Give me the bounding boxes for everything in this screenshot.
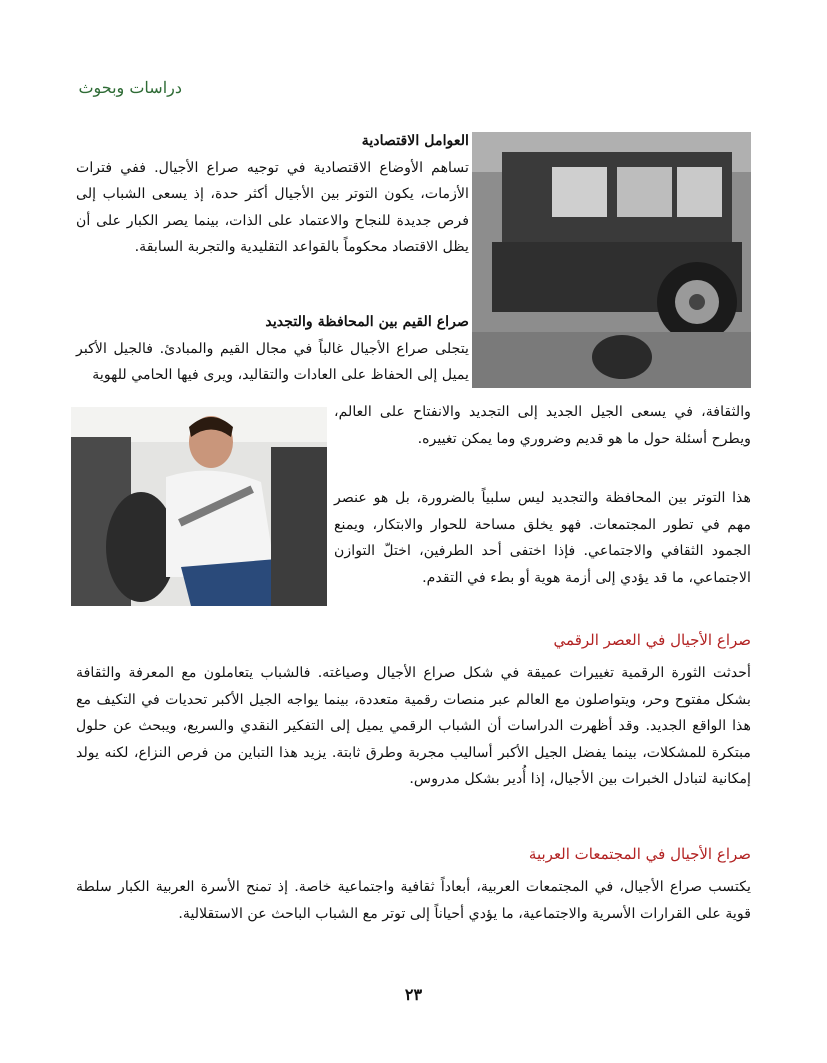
- section-body-arab: يكتسب صراع الأجيال، في المجتمعات العربية، أبعاداً ثقافية واجتماعية خاصة. إذ تمنح الأسرة العربية الكبار سلطة قوية على القرارات الأسرية والاجتماعية، ما يؤدي أحياناً إلى توتر مع الشباب الباحث عن الاستقلالية.: [76, 879, 751, 922]
- section-body-part1: يتجلى صراع الأجيال غالباً في مجال القيم والمبادئ. فالجيل الأكبر يميل إلى الحفاظ على العادات والتقاليد، ويرى فيها الحامي للهوية: [76, 340, 469, 383]
- section-body-digital: أحدثت الثورة الرقمية تغييرات عميقة في شكل صراع الأجيال وصياغته. فالشباب يتعاملون مع المعرفة والثقافة بشكل مفتوح وحر، ويتواصلون مع العالم عبر منصات رقمية متعددة، بينما يواجه الجيل الأكبر تحديات في التكيف مع هذا الواقع الجديد. وقد أظهرت الدراسات أن الشباب الرقمي يميل إلى التفكير النقدي والسريع، ويبحث عن حلول مبتكرة للمشكلات، بينما يفضل الجيل الأكبر أساليب مجربة وطرق ثابتة. يزيد هذا التباين من فرص النزاع، لكنه يولد إمكانية لتبادل الخبرات بين الأجيال، إذا أُدير بشكل مدروس.: [76, 665, 751, 787]
- vintage-car-photo: [472, 132, 751, 388]
- section-values-continued: [334, 399, 751, 452]
- section-heading: العوامل الاقتصادية: [361, 133, 469, 149]
- section-economic: [76, 128, 469, 261]
- section-heading-digital: صراع الأجيال في العصر الرقمي: [553, 631, 751, 649]
- section-body-part2: والثقافة، في يسعى الجيل الجديد إلى التجديد والانفتاح على العالم، ويطرح أسئلة حول ما هو قديم وضروري وما يمكن تغييره.: [334, 404, 751, 447]
- section-body-part3: هذا التوتر بين المحافظة والتجديد ليس سلبياً بالضرورة، بل هو عنصر مهم في تطور المجتمعات. فهو يخلق مساحة للحوار والابتكار، ويمنع الجمود الثقافي والاجتماعي. فإذا اختفى أحد الطرفين، اختلّ التوازن الاجتماعي، ما قد يؤدي إلى أزمة هوية أو بطء في التقدم.: [334, 490, 751, 586]
- driver-seatbelt-photo: [71, 407, 327, 606]
- section-values: [76, 309, 469, 389]
- running-head: دراسات وبحوث: [78, 78, 182, 97]
- page-number: ٢٣: [404, 985, 423, 1004]
- section-heading-arab: صراع الأجيال في المجتمعات العربية: [528, 845, 751, 863]
- section-values-paragraph2: [334, 485, 751, 591]
- section-body: تساهم الأوضاع الاقتصادية في توجيه صراع الأجيال. ففي فترات الأزمات، يكون التوتر بين الأجيال أكثر حدة، إذ يسعى الشباب إلى فرص جديدة للنجاح والاعتماد على الذات، بينما يصر الكبار على أن يظل الاقتصاد محكوماً بالقواعد التقليدية والتجربة السابقة.: [76, 159, 469, 255]
- section-heading: صراع القيم بين المحافظة والتجديد: [265, 314, 469, 330]
